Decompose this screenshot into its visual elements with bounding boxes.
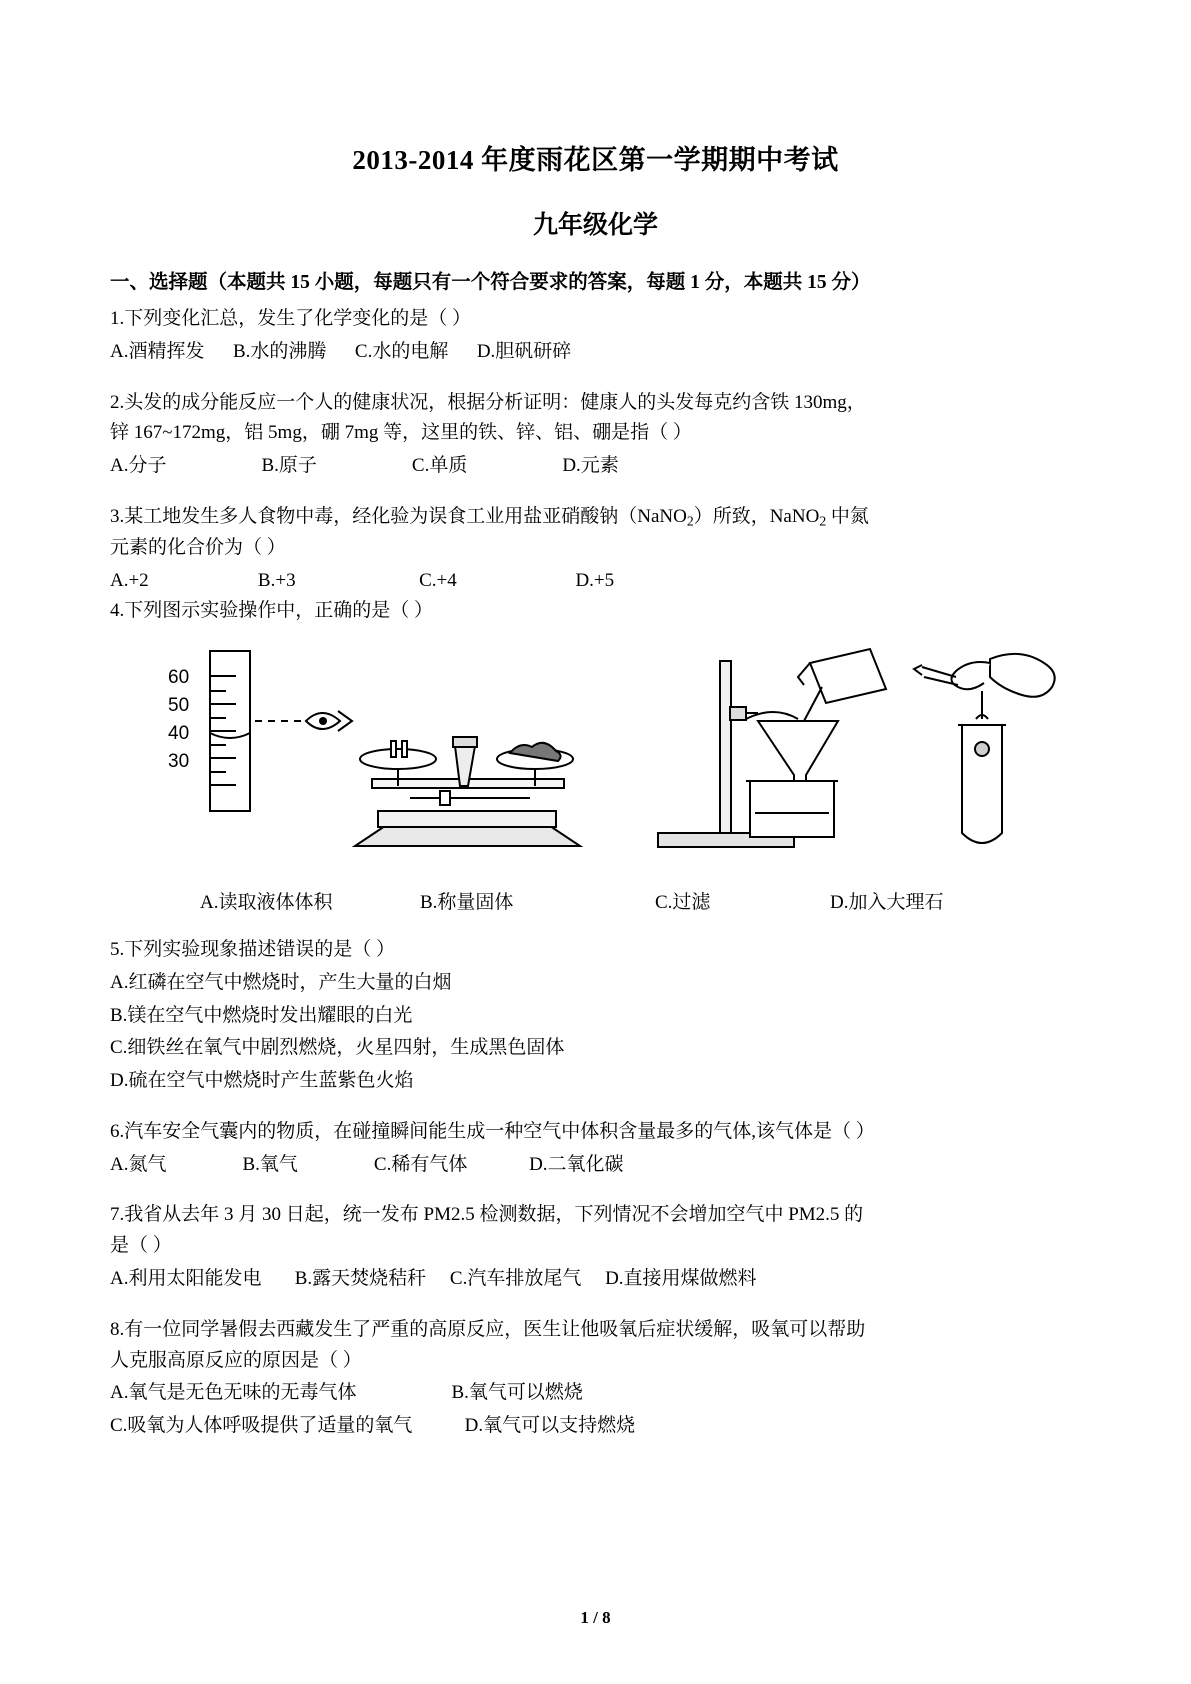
question-8-options-line-1: A.氧气是无色无味的无毒气体 B.氧气可以燃烧 [110, 1382, 583, 1404]
graduated-cylinder-icon [210, 651, 352, 811]
figure-label-d: D.加入大理石 [830, 892, 944, 914]
question-3-stem-line-1 [110, 502, 1081, 533]
question-8-options-line-2: C.吸氧为人体呼吸提供了适量的氧气 D.氧气可以支持燃烧 [110, 1415, 636, 1437]
test-tube-tongs-icon [914, 654, 1055, 843]
question-4-figure [110, 641, 1081, 881]
balance-scale-icon [355, 737, 580, 846]
question-5-option-b: B.镁在空气中燃烧时发出耀眼的白光 [110, 1004, 413, 1026]
figure-label-b: B.称量固体 [420, 892, 514, 914]
page-subtitle: 九年级化学 [532, 212, 658, 239]
question-3-stem-line-2: 元素的化合价为（ ） [110, 536, 286, 558]
question-6-stem: 6.汽车安全气囊内的物质，在碰撞瞬间能生成一种空气中体积含量最多的气体,该气体是（ ） [110, 1120, 875, 1142]
filtration-apparatus-icon [658, 649, 886, 847]
question-8-stem-line-2: 人克服高原反应的原因是（ ） [110, 1349, 362, 1371]
question-1 [110, 304, 1081, 368]
question-4 [110, 596, 1081, 915]
question-7-stem-line-1: 7.我省从去年 3 月 30 日起，统一发布 PM2.5 检测数据，下列情况不会增加空气中 PM2.5 的 [110, 1204, 864, 1226]
question-5 [110, 935, 1081, 1097]
page-title: 2013-2014 年度雨花区第一学期期中考试 [352, 145, 839, 175]
question-3 [110, 502, 1081, 596]
question-3-options: A.+2 B.+3 C.+4 D.+5 [110, 569, 615, 591]
question-5-stem: 5.下列实验现象描述错误的是（ ） [110, 939, 396, 961]
question-4-stem: 4.下列图示实验操作中，正确的是（ ） [110, 600, 434, 622]
experiment-operations-illustration [110, 641, 1081, 881]
question-6-options: A.氮气 B.氧气 C.稀有气体 D.二氧化碳 [110, 1153, 624, 1175]
svg-text:40: 40 [168, 723, 190, 745]
question-5-option-a: A.红磷在空气中燃烧时，产生大量的白烟 [110, 971, 452, 993]
q3-text-a: 3.某工地发生多人食物中毒，经化验为误食工业用盐亚硝酸钠（NaNO [110, 506, 687, 528]
svg-text:30: 30 [168, 751, 190, 773]
question-2-stem-line-1: 2.头发的成分能反应一个人的健康状况，根据分析证明：健康人的头发每克约含铁 130mg， [110, 391, 866, 413]
question-5-option-d: D.硫在空气中燃烧时产生蓝紫色火焰 [110, 1070, 414, 1092]
page-footer: 1 / 8 [580, 1608, 611, 1627]
question-2-options: A.分子 B.原子 C.单质 D.元素 [110, 455, 619, 477]
question-6 [110, 1117, 1081, 1181]
question-1-stem: 1.下列变化汇总，发生了化学变化的是（ ） [110, 308, 472, 330]
question-5-option-c: C.细铁丝在氧气中剧烈燃烧，火星四射，生成黑色固体 [110, 1037, 565, 1059]
q3-sub-1: 2 [686, 513, 694, 529]
svg-text:60: 60 [168, 667, 190, 689]
section-heading: 一、选择题（本题共 15 小题，每题只有一个符合要求的答案，每题 1 分，本题共 15 分） [110, 272, 871, 293]
question-4-figure-labels [110, 887, 1081, 915]
q3-text-b: ）所致，NaNO [693, 506, 820, 528]
question-2 [110, 388, 1081, 482]
question-2-stem-line-2: 锌 167~172mg，铝 5mg，硼 7mg 等，这里的铁、锌、铝、硼是指（ ） [110, 422, 692, 444]
figure-label-a: A.读取液体体积 [200, 892, 333, 914]
question-7 [110, 1200, 1081, 1294]
question-8 [110, 1315, 1081, 1442]
q3-sub-2: 2 [819, 513, 827, 529]
svg-text:50: 50 [168, 695, 190, 717]
question-1-options: A.酒精挥发 B.水的沸腾 C.水的电解 D.胆矾研碎 [110, 340, 572, 362]
question-8-stem-line-1: 8.有一位同学暑假去西藏发生了严重的高原反应，医生让他吸氧后症状缓解，吸氧可以帮助 [110, 1318, 866, 1340]
question-7-options: A.利用太阳能发电 B.露天焚烧秸秆 C.汽车排放尾气 D.直接用煤做燃料 [110, 1267, 757, 1289]
question-7-stem-line-2: 是（ ） [110, 1235, 172, 1257]
figure-label-c: C.过滤 [655, 892, 711, 914]
q3-text-c: 中氮 [826, 506, 869, 528]
